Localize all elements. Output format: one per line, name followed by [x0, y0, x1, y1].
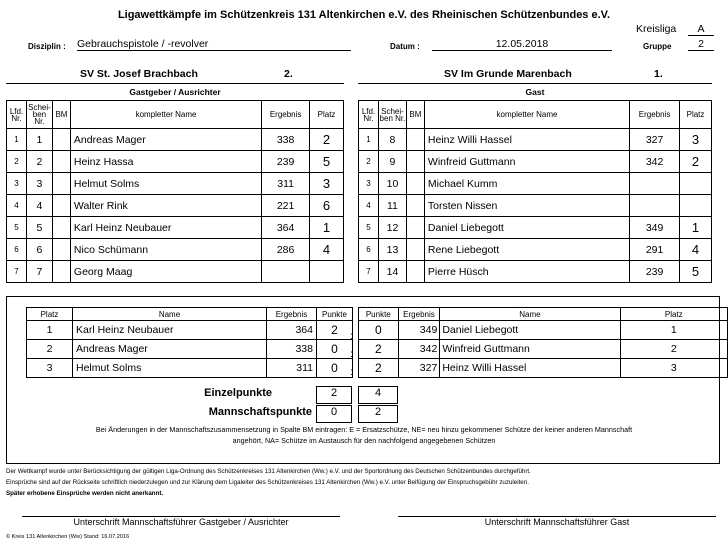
platz-cell: 1 — [680, 217, 712, 239]
punkte-cell: 0 — [359, 321, 399, 340]
rule-line: Der Wettkampf wurde unter Berücksichtigung der gültigen Liga-Ordnung des Schützenkreises 131 Altenkirchen (Ww.) e.V. und der Sportordnung des Deutschen Schützenbundes durchgeführt. — [6, 468, 531, 475]
punkte-cell: 0 — [317, 340, 353, 359]
platz-cell: 3 — [27, 359, 73, 378]
platz-cell — [680, 173, 712, 195]
scheibe-cell: 2 — [26, 151, 52, 173]
gruppe-label: Gruppe — [643, 42, 672, 51]
platz-cell: 3 — [310, 173, 344, 195]
scheibe-cell: 10 — [378, 173, 406, 195]
ergebnis-cell — [262, 261, 310, 283]
bm-cell — [52, 261, 70, 283]
guest-team-role: Gast — [525, 87, 545, 97]
ergebnis-cell: 364 — [267, 321, 317, 340]
scheibe-cell: 7 — [26, 261, 52, 283]
lfd-cell: 3 — [7, 173, 27, 195]
lfd-cell: 7 — [7, 261, 27, 283]
einzelpunkte-home: 2 — [316, 386, 352, 404]
col-name: kompletter Name — [70, 101, 261, 129]
ergebnis-cell: 349 — [398, 321, 440, 340]
lfd-cell: 1 — [359, 129, 379, 151]
disziplin-label: Disziplin : — [28, 42, 66, 51]
datum-label: Datum : — [390, 42, 420, 51]
scheibe-cell: 12 — [378, 217, 406, 239]
guest-team-name: SV Im Grunde Marenbach — [444, 68, 572, 80]
bm-cell — [406, 239, 424, 261]
platz-cell: 6 — [310, 195, 344, 217]
bm-cell — [406, 195, 424, 217]
guest-players-table — [358, 100, 712, 283]
sep: : — [350, 403, 353, 414]
guest-team-place: 1. — [654, 68, 663, 80]
kreisliga-value: A — [688, 23, 714, 36]
col-platz: Platz — [620, 308, 727, 321]
table-row — [7, 239, 344, 261]
result-row — [27, 340, 353, 359]
lfd-cell: 6 — [7, 239, 27, 261]
platz-cell — [310, 261, 344, 283]
bm-cell — [406, 129, 424, 151]
platz-cell: 2 — [620, 340, 727, 359]
name-cell: Winfreid Guttmann — [440, 340, 620, 359]
platz-cell: 5 — [680, 261, 712, 283]
ergebnis-cell: 349 — [630, 217, 680, 239]
bm-note — [10, 424, 718, 446]
bm-cell — [52, 195, 70, 217]
lfd-cell: 4 — [7, 195, 27, 217]
result-row — [27, 321, 353, 340]
name-cell: Georg Maag — [70, 261, 261, 283]
name-cell: Walter Rink — [70, 195, 261, 217]
mannschaftspunkte-guest: 2 — [358, 405, 398, 423]
col-name: Name — [440, 308, 620, 321]
page-title: Ligawettkämpfe im Schützenkreis 131 Altenkirchen e.V. des Rheinischen Schützenbundes e.V. — [117, 9, 611, 21]
table-row — [7, 151, 344, 173]
result-row — [359, 340, 728, 359]
ergebnis-cell: 327 — [630, 129, 680, 151]
bm-cell — [406, 261, 424, 283]
scheibe-cell: 3 — [26, 173, 52, 195]
scheibe-cell: 11 — [378, 195, 406, 217]
table-row — [359, 261, 712, 283]
lfd-cell: 5 — [359, 217, 379, 239]
col-erg: Ergebnis — [398, 308, 440, 321]
col-schb: Schei-ben Nr. — [26, 101, 52, 129]
col-platz: Platz — [310, 101, 344, 129]
home-team-place: 2. — [284, 68, 293, 80]
ergebnis-cell: 338 — [267, 340, 317, 359]
table-row — [359, 239, 712, 261]
bm-note-line1: Bei Änderungen in der Mannschaftszusammensetzung in Spalte BM eintragen: E = Ersatzschütze, NE= neu hinzu gekommener Schütze der keiner anderen Mannschaft — [95, 425, 633, 434]
result-row — [27, 359, 353, 378]
ergebnis-cell: 364 — [262, 217, 310, 239]
ergebnis-cell — [630, 173, 680, 195]
lfd-cell: 6 — [359, 239, 379, 261]
ergebnis-cell: 239 — [262, 151, 310, 173]
signature-label-home: Unterschrift Mannschaftsführer Gastgeber / Ausrichter — [73, 517, 289, 527]
col-schb: Schei-ben Nr. — [378, 101, 406, 129]
signature-label-guest: Unterschrift Mannschaftsführer Gast — [484, 517, 630, 527]
scheibe-cell: 5 — [26, 217, 52, 239]
platz-cell: 4 — [310, 239, 344, 261]
name-cell: Helmut Solms — [70, 173, 261, 195]
disziplin-value: Gebrauchspistole / -revolver — [77, 38, 351, 51]
lfd-cell: 3 — [359, 173, 379, 195]
scheibe-cell: 9 — [378, 151, 406, 173]
results-home-table — [26, 307, 353, 378]
ergebnis-cell: 291 — [630, 239, 680, 261]
bm-cell — [406, 217, 424, 239]
result-row — [359, 321, 728, 340]
table-row — [7, 195, 344, 217]
ergebnis-cell: 338 — [262, 129, 310, 151]
home-team-name: SV St. Josef Brachbach — [80, 68, 198, 80]
table-row — [359, 195, 712, 217]
platz-cell: 2 — [680, 151, 712, 173]
col-name: kompletter Name — [424, 101, 629, 129]
lfd-cell: 5 — [7, 217, 27, 239]
name-cell: Daniel Liebegott — [424, 217, 629, 239]
name-cell: Karl Heinz Neubauer — [70, 217, 261, 239]
punkte-cell: 2 — [317, 321, 353, 340]
bm-note-line2: angehört, NA= Schütze im Austausch für den nachfolgend angegebenen Schützen — [232, 436, 496, 445]
ergebnis-cell — [630, 195, 680, 217]
scheibe-cell: 1 — [26, 129, 52, 151]
platz-cell: 1 — [310, 217, 344, 239]
table-row — [359, 173, 712, 195]
name-cell: Heinz Willi Hassel — [424, 129, 629, 151]
name-cell: Andreas Mager — [73, 340, 267, 359]
footer: © Kreis 131 Altenkirchen (Ww) Stand: 16.07.2016 — [6, 534, 130, 540]
col-erg: Ergebnis — [262, 101, 310, 129]
col-name: Name — [73, 308, 267, 321]
lfd-cell: 4 — [359, 195, 379, 217]
bm-cell — [52, 129, 70, 151]
lfd-cell: 1 — [7, 129, 27, 151]
punkte-cell: 2 — [359, 340, 399, 359]
name-cell: Michael Kumm — [424, 173, 629, 195]
punkte-cell: 2 — [359, 359, 399, 378]
table-row — [359, 217, 712, 239]
name-cell: Daniel Liebegott — [440, 321, 620, 340]
name-cell: Heinz Willi Hassel — [440, 359, 620, 378]
sep: : — [350, 349, 353, 360]
platz-cell: 2 — [310, 129, 344, 151]
sep: : — [350, 385, 353, 396]
table-row — [359, 151, 712, 173]
platz-cell: 1 — [620, 321, 727, 340]
name-cell: Torsten Nissen — [424, 195, 629, 217]
ergebnis-cell: 311 — [267, 359, 317, 378]
name-cell: Nico Schümann — [70, 239, 261, 261]
sep: : — [350, 331, 353, 342]
punkte-cell: 0 — [317, 359, 353, 378]
home-team-role: Gastgeber / Ausrichter — [129, 87, 221, 97]
col-bm: BM — [406, 101, 424, 129]
lfd-cell: 7 — [359, 261, 379, 283]
lfd-cell: 2 — [7, 151, 27, 173]
col-platz: Platz — [680, 101, 712, 129]
ergebnis-cell: 327 — [398, 359, 440, 378]
sep: : — [350, 367, 353, 378]
ergebnis-cell: 342 — [398, 340, 440, 359]
gruppe-value: 2 — [688, 38, 714, 51]
platz-cell — [680, 195, 712, 217]
scheibe-cell: 4 — [26, 195, 52, 217]
platz-cell: 5 — [310, 151, 344, 173]
results-guest-table — [358, 307, 728, 378]
col-platz: Platz — [27, 308, 73, 321]
name-cell: Winfreid Guttmann — [424, 151, 629, 173]
einzelpunkte-guest: 4 — [358, 386, 398, 404]
col-erg: Ergebnis — [630, 101, 680, 129]
kreisliga-label: Kreisliga — [636, 23, 677, 35]
ergebnis-cell: 239 — [630, 261, 680, 283]
divider — [6, 83, 344, 84]
name-cell: Helmut Solms — [73, 359, 267, 378]
ergebnis-cell: 286 — [262, 239, 310, 261]
name-cell: Andreas Mager — [70, 129, 261, 151]
platz-cell: 1 — [27, 321, 73, 340]
col-punkte: Punkte — [359, 308, 399, 321]
table-row — [359, 129, 712, 151]
bm-cell — [52, 173, 70, 195]
name-cell: Rene Liebegott — [424, 239, 629, 261]
bm-cell — [52, 217, 70, 239]
ergebnis-cell: 311 — [262, 173, 310, 195]
ergebnis-cell: 221 — [262, 195, 310, 217]
rule-line: Einsprüche sind auf der Rückseite schriftlich niederzulegen und zur Klärung dem Ligaleiter des Schützenkreises 131 Altenkirchen (Ww.) e.V. unter Beifügung der Einspruchsgebühr zuzuleiten. — [6, 479, 529, 486]
einzelpunkte-label: Einzelpunkte — [204, 387, 272, 399]
table-row — [7, 129, 344, 151]
ergebnis-cell: 342 — [630, 151, 680, 173]
lfd-cell: 2 — [359, 151, 379, 173]
col-lfd: Lfd. Nr. — [7, 101, 27, 129]
platz-cell: 2 — [27, 340, 73, 359]
table-row — [7, 173, 344, 195]
platz-cell: 4 — [680, 239, 712, 261]
col-erg: Ergebnis — [267, 308, 317, 321]
platz-cell: 3 — [680, 129, 712, 151]
col-lfd: Lfd. Nr. — [359, 101, 379, 129]
table-row — [7, 261, 344, 283]
divider — [358, 83, 712, 84]
table-row — [7, 217, 344, 239]
name-cell: Heinz Hassa — [70, 151, 261, 173]
home-players-table — [6, 100, 344, 283]
scheibe-cell: 13 — [378, 239, 406, 261]
rule-line: Später erhobene Einsprüche werden nicht anerkannt. — [6, 490, 164, 497]
bm-cell — [52, 239, 70, 261]
scheibe-cell: 6 — [26, 239, 52, 261]
scheibe-cell: 14 — [378, 261, 406, 283]
rules-text — [6, 466, 718, 499]
bm-cell — [406, 173, 424, 195]
platz-cell: 3 — [620, 359, 727, 378]
datum-value: 12.05.2018 — [432, 38, 612, 51]
bm-cell — [52, 151, 70, 173]
name-cell: Pierre Hüsch — [424, 261, 629, 283]
name-cell: Karl Heinz Neubauer — [73, 321, 267, 340]
bm-cell — [406, 151, 424, 173]
col-punkte: Punkte — [317, 308, 353, 321]
col-bm: BM — [52, 101, 70, 129]
mannschaftspunkte-home: 0 — [316, 405, 352, 423]
result-row — [359, 359, 728, 378]
scheibe-cell: 8 — [378, 129, 406, 151]
mannschaftspunkte-label: Mannschaftspunkte — [208, 406, 312, 418]
